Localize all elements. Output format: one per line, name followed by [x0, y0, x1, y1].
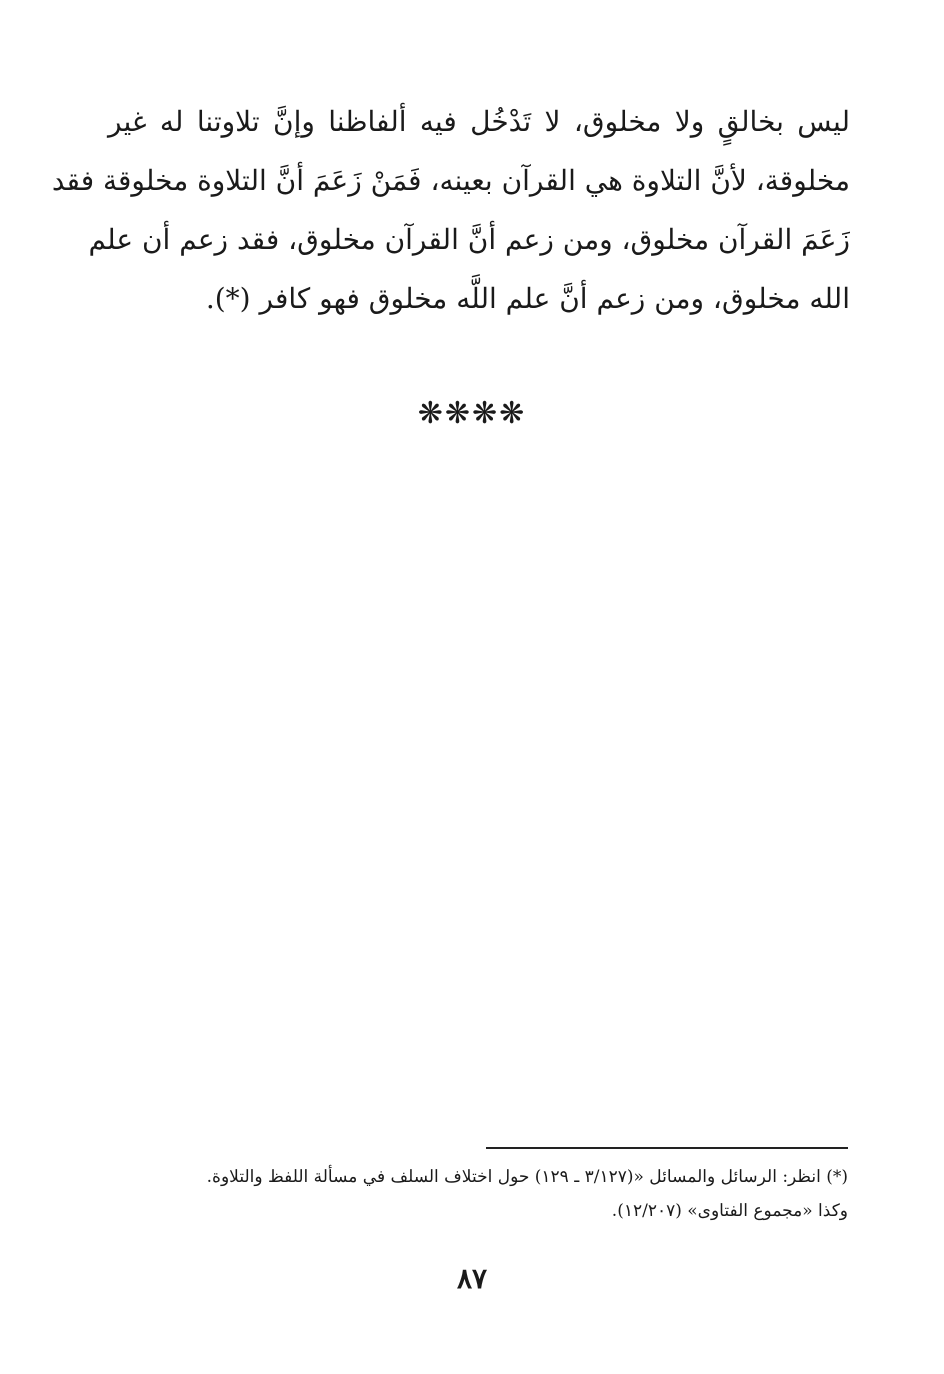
page-number: ٨٧ [456, 1262, 488, 1295]
footnote-line-1: (*) انظر: الرسائل والمسائل «(٣/١٢٧ ـ ١٢٩) حول اختلاف السلف في مسألة اللفظ والتلاوة. [206, 1167, 848, 1187]
paragraph-line-3: زَعَمَ القرآن مخلوق، ومن زعم أنَّ القرآن مخلوق، فقد زعم أن علم [88, 223, 850, 256]
footnotes [180, 1160, 848, 1228]
paragraph-line-2: مخلوقة، لأنَّ التلاوة هي القرآن بعينه، فَمَنْ زَعَمَ أنَّ التلاوة مخلوقة فقد [51, 164, 850, 197]
footnote-line-2: وكذا «مجموع الفتاوى» (١٢/٢٠٧). [611, 1201, 848, 1221]
footnote-divider [486, 1147, 848, 1149]
main-paragraph [51, 92, 850, 328]
paragraph-line-4: الله مخلوق، ومن زعم أنَّ علم اللَّه مخلوق فهو كافر (*). [205, 282, 850, 315]
paragraph-line-1: ليس بخالقٍ ولا مخلوق، لا تَدْخُل فيه ألفاظنا وإنَّ تلاوتنا له غير [108, 105, 850, 138]
section-separator: ❋❋❋❋ [417, 396, 527, 431]
